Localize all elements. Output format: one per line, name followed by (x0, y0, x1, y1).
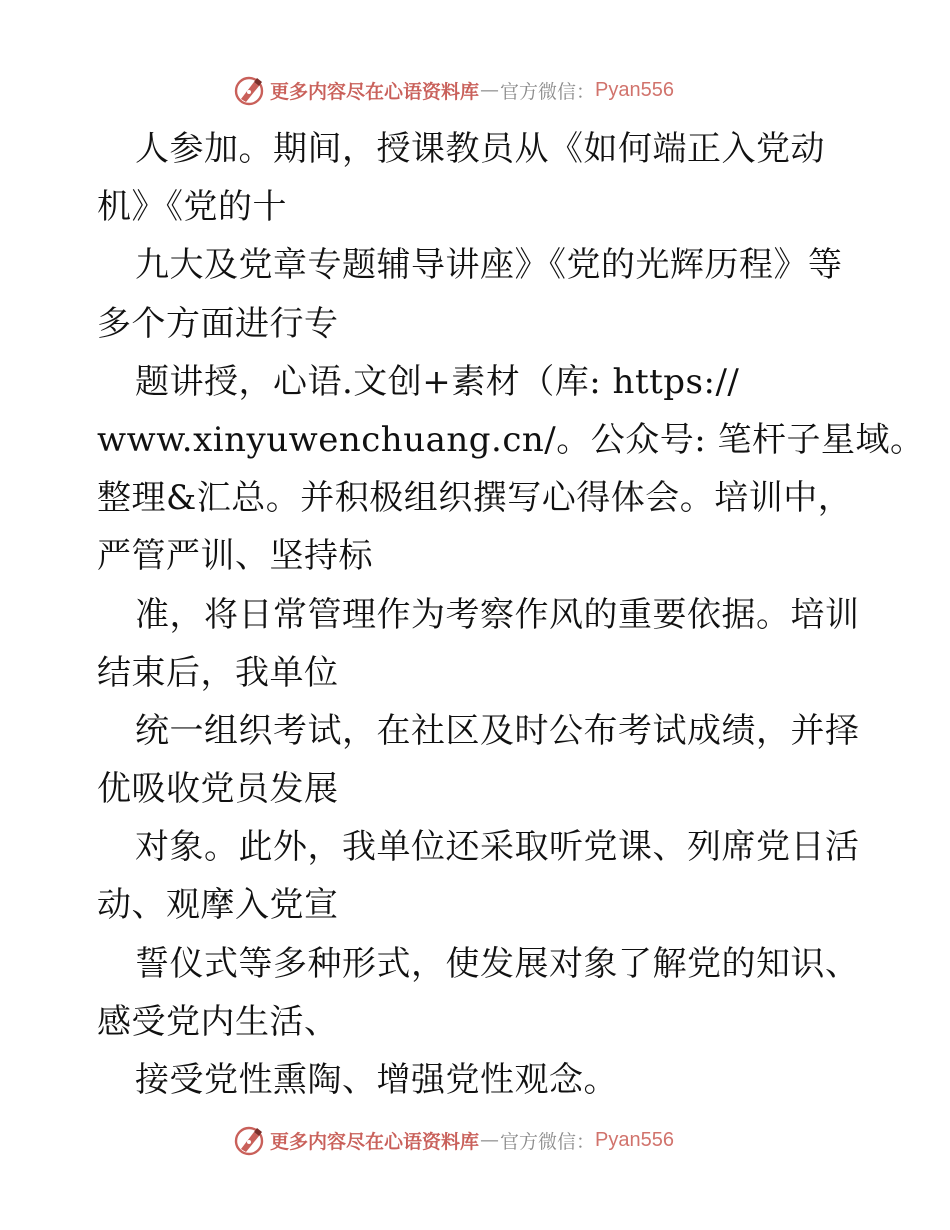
text-line: www.xinyuwenchuang.cn/。公众号: 笔杆子星域。 (97, 419, 925, 460)
watermark-separator: — (480, 79, 500, 101)
text-line: 统一组织考试，在社区及时公布考试成绩，并择 (135, 710, 860, 751)
text-line: 多个方面进行专 (97, 303, 339, 344)
text-line: 誓仪式等多种形式，使发展对象了解党的知识、 (135, 943, 860, 984)
text-line: 动、观摩入党宣 (97, 885, 339, 926)
text-line: 对象。此外，我单位还采取听党课、列席党日活 (135, 827, 860, 868)
text-line: 结束后，我单位 (97, 652, 339, 693)
text-line: 题讲授，心语.文创+素材（库: https:// (135, 361, 740, 402)
text-line: 整理&汇总。并积极组织撰写心得体会。培训中， (97, 478, 853, 519)
text-line: 人参加。期间，授课教员从《如何端正入党动 (135, 129, 825, 169)
text-line: 准，将日常管理作为考察作风的重要依据。培训 (135, 594, 860, 635)
header-watermark (232, 72, 674, 108)
text-line: 九大及党章专题辅导讲座》《党的光辉历程》等 (135, 245, 843, 286)
pen-nib-logo-icon (232, 1123, 266, 1157)
watermark-brand-text: 更多内容尽在心语资料库 (270, 1130, 480, 1153)
document-body (97, 120, 925, 1109)
watermark-label: 官方微信： (500, 80, 596, 103)
watermark-label: 官方微信： (500, 1130, 596, 1153)
text-line: 接受党性熏陶、增强党性观念。 (135, 1060, 618, 1100)
text-line: 严管严训、坚持标 (97, 536, 373, 577)
text-line: 优吸收党员发展 (97, 769, 339, 810)
text-line: 机》《党的十 (97, 187, 287, 228)
footer-watermark (232, 1122, 674, 1158)
watermark-separator: — (480, 1129, 500, 1151)
watermark-wechat-id: Pyan556 (595, 78, 674, 101)
watermark-wechat-id: Pyan556 (595, 1128, 674, 1151)
text-line: 感受党内生活、 (97, 1001, 339, 1042)
pen-nib-logo-icon (232, 73, 266, 107)
watermark-brand-text: 更多内容尽在心语资料库 (270, 80, 480, 103)
